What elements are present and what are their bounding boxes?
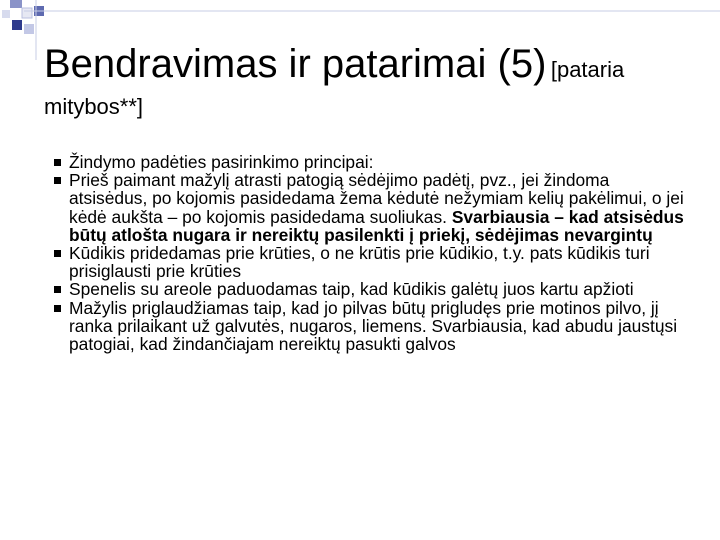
bullet-item [52, 153, 692, 171]
bullet-item [52, 299, 692, 354]
bullet-item [52, 171, 692, 244]
bullet-list [52, 153, 692, 353]
bullet-item [52, 280, 692, 298]
slide-title [44, 44, 684, 118]
square-bullet-icon [54, 159, 61, 166]
square-bullet-icon [54, 250, 61, 257]
square-bullet-icon [54, 177, 61, 184]
bullet-text: Spenelis su areole paduodamas taip, kad kūdikis galėtų juos kartu apžioti [69, 279, 634, 300]
deco-square [22, 8, 32, 18]
bullet-text: Mažylis priglaudžiamas taip, kad jo pilvas būtų prigludęs prie motinos pilvo, jį ranka prilaikant už galvutės, nugaros, liemens. Svarbiausia, kad abudu jaustųsi patogiai, kad žindančiajam nereiktų pasukti galvos [69, 297, 678, 355]
slide-title-sub: [pataria [550, 57, 625, 82]
slide-title-sub-continued: mitybos**] [44, 94, 144, 119]
deco-square [10, 0, 22, 8]
square-bullet-icon [54, 286, 61, 293]
bullet-text: Kūdikis pridedamas prie krūties, o ne krūtis prie kūdikio, t.y. pats kūdikis turi prisiglausti prie krūties [69, 243, 650, 282]
slide-title-main: Bendravimas ir patarimai (5) [44, 42, 547, 86]
bullet-text: Žindymo padėties pasirinkimo principai: [69, 152, 374, 172]
bullet-text-bold: Svarbiausia – kad atsisėdus būtų atlošta nugara ir nereiktų pasilenkti į priekį, sėdėjimas nevargintų [69, 206, 684, 245]
deco-square [12, 20, 22, 30]
deco-square [2, 10, 10, 18]
bullet-item [52, 244, 692, 280]
square-bullet-icon [54, 305, 61, 312]
bullet-text: Prieš paimant mažylį atrasti patogią sėdėjimo padėtį, pvz., jei žindoma atsisėdus, po kojomis pasidedama žema kėdutė nežymiam kelių pakėlimui, o jei kėdė aukšta – po kojomis pasidedama suoliukas. [69, 170, 684, 227]
deco-square [24, 24, 34, 34]
